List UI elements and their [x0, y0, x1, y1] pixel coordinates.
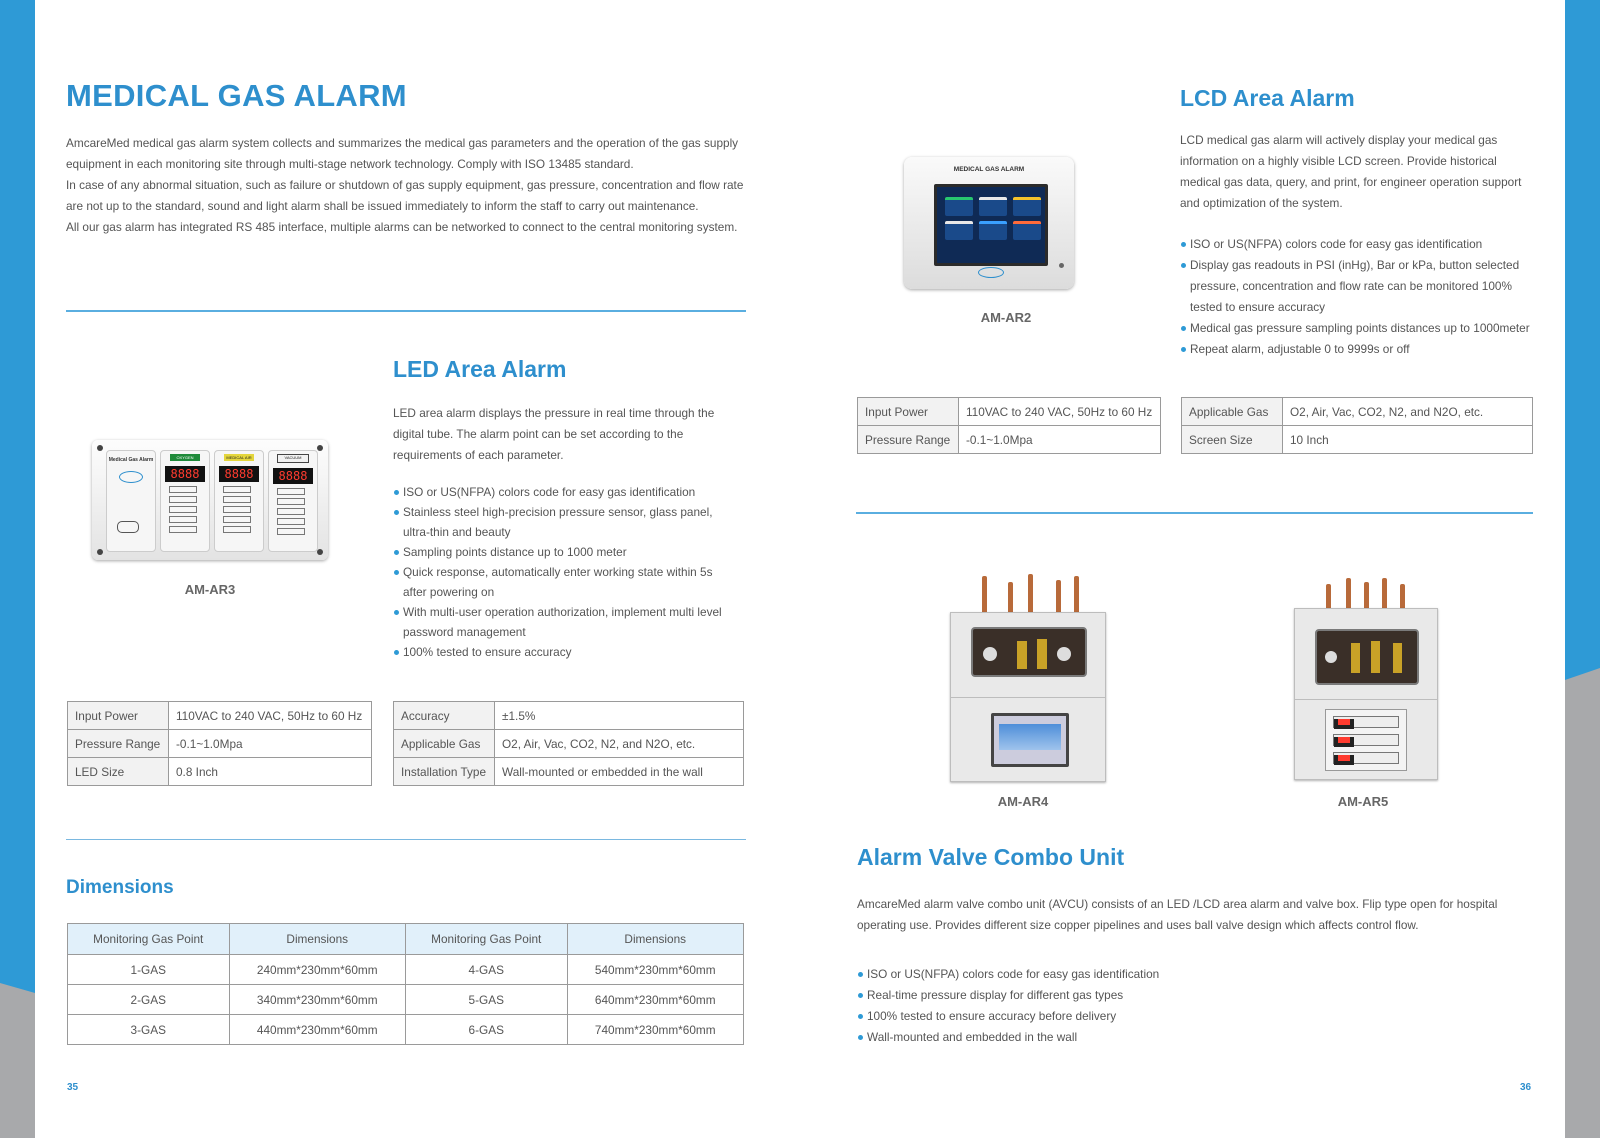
intro-paragraph-2: In case of any abnormal situation, such as failure or shutdown of gas supply equipment, gas pressure, concentration and flow rate are not up to the standard, sound and light alarm shall be issued immediately to inform the staff to carry out maintenance.	[66, 178, 744, 213]
lcd-spec-table-left	[857, 397, 1161, 454]
lcd-description: LCD medical gas alarm will actively display your medical gas information on a highly visible LCD screen. Provide historical medical gas data, query, and print, for engineer operation support and optimization of the system.	[1180, 133, 1522, 210]
lcd-section-title: LCD Area Alarm	[1180, 85, 1355, 111]
dimensions-title: Dimensions	[66, 877, 174, 898]
spec-value: -0.1~1.0Mpa	[169, 730, 372, 758]
spec-key: Screen Size	[1182, 426, 1283, 454]
gas-tag-medical-air: MEDICAL AIR	[224, 454, 254, 461]
spec-value: 10 Inch	[1283, 426, 1533, 454]
model-label-am-ar5: AM-AR5	[1337, 794, 1389, 809]
intro-paragraph-3: All our gas alarm has integrated RS 485 interface, multiple alarms can be networked to connect to the central monitoring system.	[66, 220, 738, 234]
lcd-bullet-list	[1180, 234, 1540, 360]
section-divider	[66, 310, 746, 312]
column-header: Dimensions	[229, 924, 405, 955]
spec-value: 110VAC to 240 VAC, 50Hz to 60 Hz	[169, 702, 372, 730]
lcd-bullet: Medical gas pressure sampling points distances up to 1000meter	[1180, 318, 1540, 339]
table-row	[68, 730, 372, 758]
combo-bullet: Wall-mounted and embedded in the wall	[857, 1027, 1357, 1048]
column-header: Monitoring Gas Point	[68, 924, 230, 955]
table-row	[1182, 426, 1533, 454]
led-bullet: With multi-user operation authorization, implement multi level password management	[393, 602, 723, 642]
led-spec-table-left	[67, 701, 372, 786]
spec-value: -0.1~1.0Mpa	[959, 426, 1161, 454]
table-cell: 3-GAS	[68, 1015, 230, 1045]
spec-key: LED Size	[68, 758, 169, 786]
left-side-band	[0, 0, 35, 1138]
spec-key: Pressure Range	[68, 730, 169, 758]
lcd-bullet: Display gas readouts in PSI (inHg), Bar or kPa, button selected pressure, concentration and flow rate can be monitored 100% tested to ensure accuracy	[1180, 255, 1540, 318]
table-row	[68, 758, 372, 786]
spec-value: Wall-mounted or embedded in the wall	[495, 758, 744, 786]
alarm-valve-combo-am-ar4-image	[948, 574, 1108, 780]
combo-description: AmcareMed alarm valve combo unit (AVCU) consists of an LED /LCD area alarm and valve box. Flip type open for hospital operating use. Provides different size copper pipelines and uses ball valve design which affects control flow.	[857, 897, 1498, 932]
combo-bullet: 100% tested to ensure accuracy before delivery	[857, 1006, 1357, 1027]
table-row	[68, 702, 372, 730]
page-number-left: 35	[67, 1082, 79, 1093]
spec-value: ±1.5%	[495, 702, 744, 730]
table-cell: 4-GAS	[405, 955, 567, 985]
panel-title: Medical Gas Alarm	[108, 457, 154, 463]
lcd-bullet: ISO or US(NFPA) colors code for easy gas identification	[1180, 234, 1540, 255]
spec-key: Applicable Gas	[394, 730, 495, 758]
table-header-row	[68, 924, 744, 955]
section-divider	[856, 512, 1533, 514]
led-readout: 8888	[165, 466, 205, 482]
dimensions-table	[67, 923, 744, 1045]
table-row	[394, 730, 744, 758]
combo-section-title: Alarm Valve Combo Unit	[857, 844, 1125, 870]
spec-value: O2, Air, Vac, CO2, N2, and N2O, etc.	[1283, 398, 1533, 426]
section-divider	[66, 839, 746, 840]
table-row	[394, 758, 744, 786]
combo-bullet: ISO or US(NFPA) colors code for easy gas identification	[857, 964, 1357, 985]
gas-tag-vacuum: VACUUM	[277, 454, 309, 463]
table-cell: 340mm*230mm*60mm	[229, 985, 405, 1015]
right-side-band-gray	[1565, 668, 1600, 1138]
table-cell: 240mm*230mm*60mm	[229, 955, 405, 985]
table-row	[68, 955, 744, 985]
table-cell: 740mm*230mm*60mm	[567, 1015, 744, 1045]
gas-tag-oxygen: OXYGEN	[170, 454, 200, 461]
table-cell: 5-GAS	[405, 985, 567, 1015]
table-row	[858, 398, 1161, 426]
spec-key: Installation Type	[394, 758, 495, 786]
led-spec-table-right	[393, 701, 744, 786]
table-row	[68, 985, 744, 1015]
lcd-area-alarm-image	[904, 157, 1074, 289]
model-label-am-ar3: AM-AR3	[184, 582, 236, 597]
table-row	[394, 702, 744, 730]
left-side-band-gray	[0, 983, 35, 1138]
led-bullet: Quick response, automatically enter working state within 5s after powering on	[393, 562, 723, 602]
table-row	[858, 426, 1161, 454]
spec-key: Accuracy	[394, 702, 495, 730]
spec-key: Input Power	[68, 702, 169, 730]
spec-value: 110VAC to 240 VAC, 50Hz to 60 Hz	[959, 398, 1161, 426]
table-cell: 2-GAS	[68, 985, 230, 1015]
led-bullet: ISO or US(NFPA) colors code for easy gas identification	[393, 482, 723, 502]
led-area-alarm-image	[92, 440, 328, 560]
model-label-am-ar2: AM-AR2	[980, 310, 1032, 325]
device-title: MEDICAL GAS ALARM	[953, 166, 1025, 173]
combo-bullet-list	[857, 964, 1357, 1048]
table-cell: 640mm*230mm*60mm	[567, 985, 744, 1015]
table-cell: 1-GAS	[68, 955, 230, 985]
spec-key: Input Power	[858, 398, 959, 426]
led-description: LED area alarm displays the pressure in real time through the digital tube. The alarm point can be set according to the requirements of each parameter.	[393, 406, 715, 462]
model-label-am-ar4: AM-AR4	[997, 794, 1049, 809]
lcd-bullet: Repeat alarm, adjustable 0 to 9999s or off	[1180, 339, 1540, 360]
spec-value: 0.8 Inch	[169, 758, 372, 786]
page-title: MEDICAL GAS ALARM	[66, 78, 407, 113]
led-bullet-list	[393, 482, 723, 662]
spec-key: Pressure Range	[858, 426, 959, 454]
led-section-title: LED Area Alarm	[393, 356, 567, 382]
table-cell: 6-GAS	[405, 1015, 567, 1045]
intro-paragraph-1: AmcareMed medical gas alarm system collects and summarizes the medical gas parameters and the operation of the gas supply equipment in each monitoring site through multi-stage network technology. Comply with ISO 13485 standard.	[66, 136, 739, 171]
lcd-spec-table-right	[1181, 397, 1533, 454]
alarm-valve-combo-am-ar5-image	[1290, 578, 1440, 778]
led-readout: 8888	[273, 468, 313, 484]
led-bullet: Sampling points distance up to 1000 meter	[393, 542, 723, 562]
table-row	[1182, 398, 1533, 426]
table-cell: 440mm*230mm*60mm	[229, 1015, 405, 1045]
column-header: Monitoring Gas Point	[405, 924, 567, 955]
led-bullet: 100% tested to ensure accuracy	[393, 642, 723, 662]
intro-text	[66, 133, 746, 238]
spec-value: O2, Air, Vac, CO2, N2, and N2O, etc.	[495, 730, 744, 758]
combo-bullet: Real-time pressure display for different gas types	[857, 985, 1357, 1006]
led-bullet: Stainless steel high-precision pressure sensor, glass panel, ultra-thin and beauty	[393, 502, 723, 542]
table-cell: 540mm*230mm*60mm	[567, 955, 744, 985]
page-number-right: 36	[1520, 1082, 1532, 1093]
spec-key: Applicable Gas	[1182, 398, 1283, 426]
led-readout: 8888	[219, 466, 259, 482]
table-row	[68, 1015, 744, 1045]
column-header: Dimensions	[567, 924, 744, 955]
